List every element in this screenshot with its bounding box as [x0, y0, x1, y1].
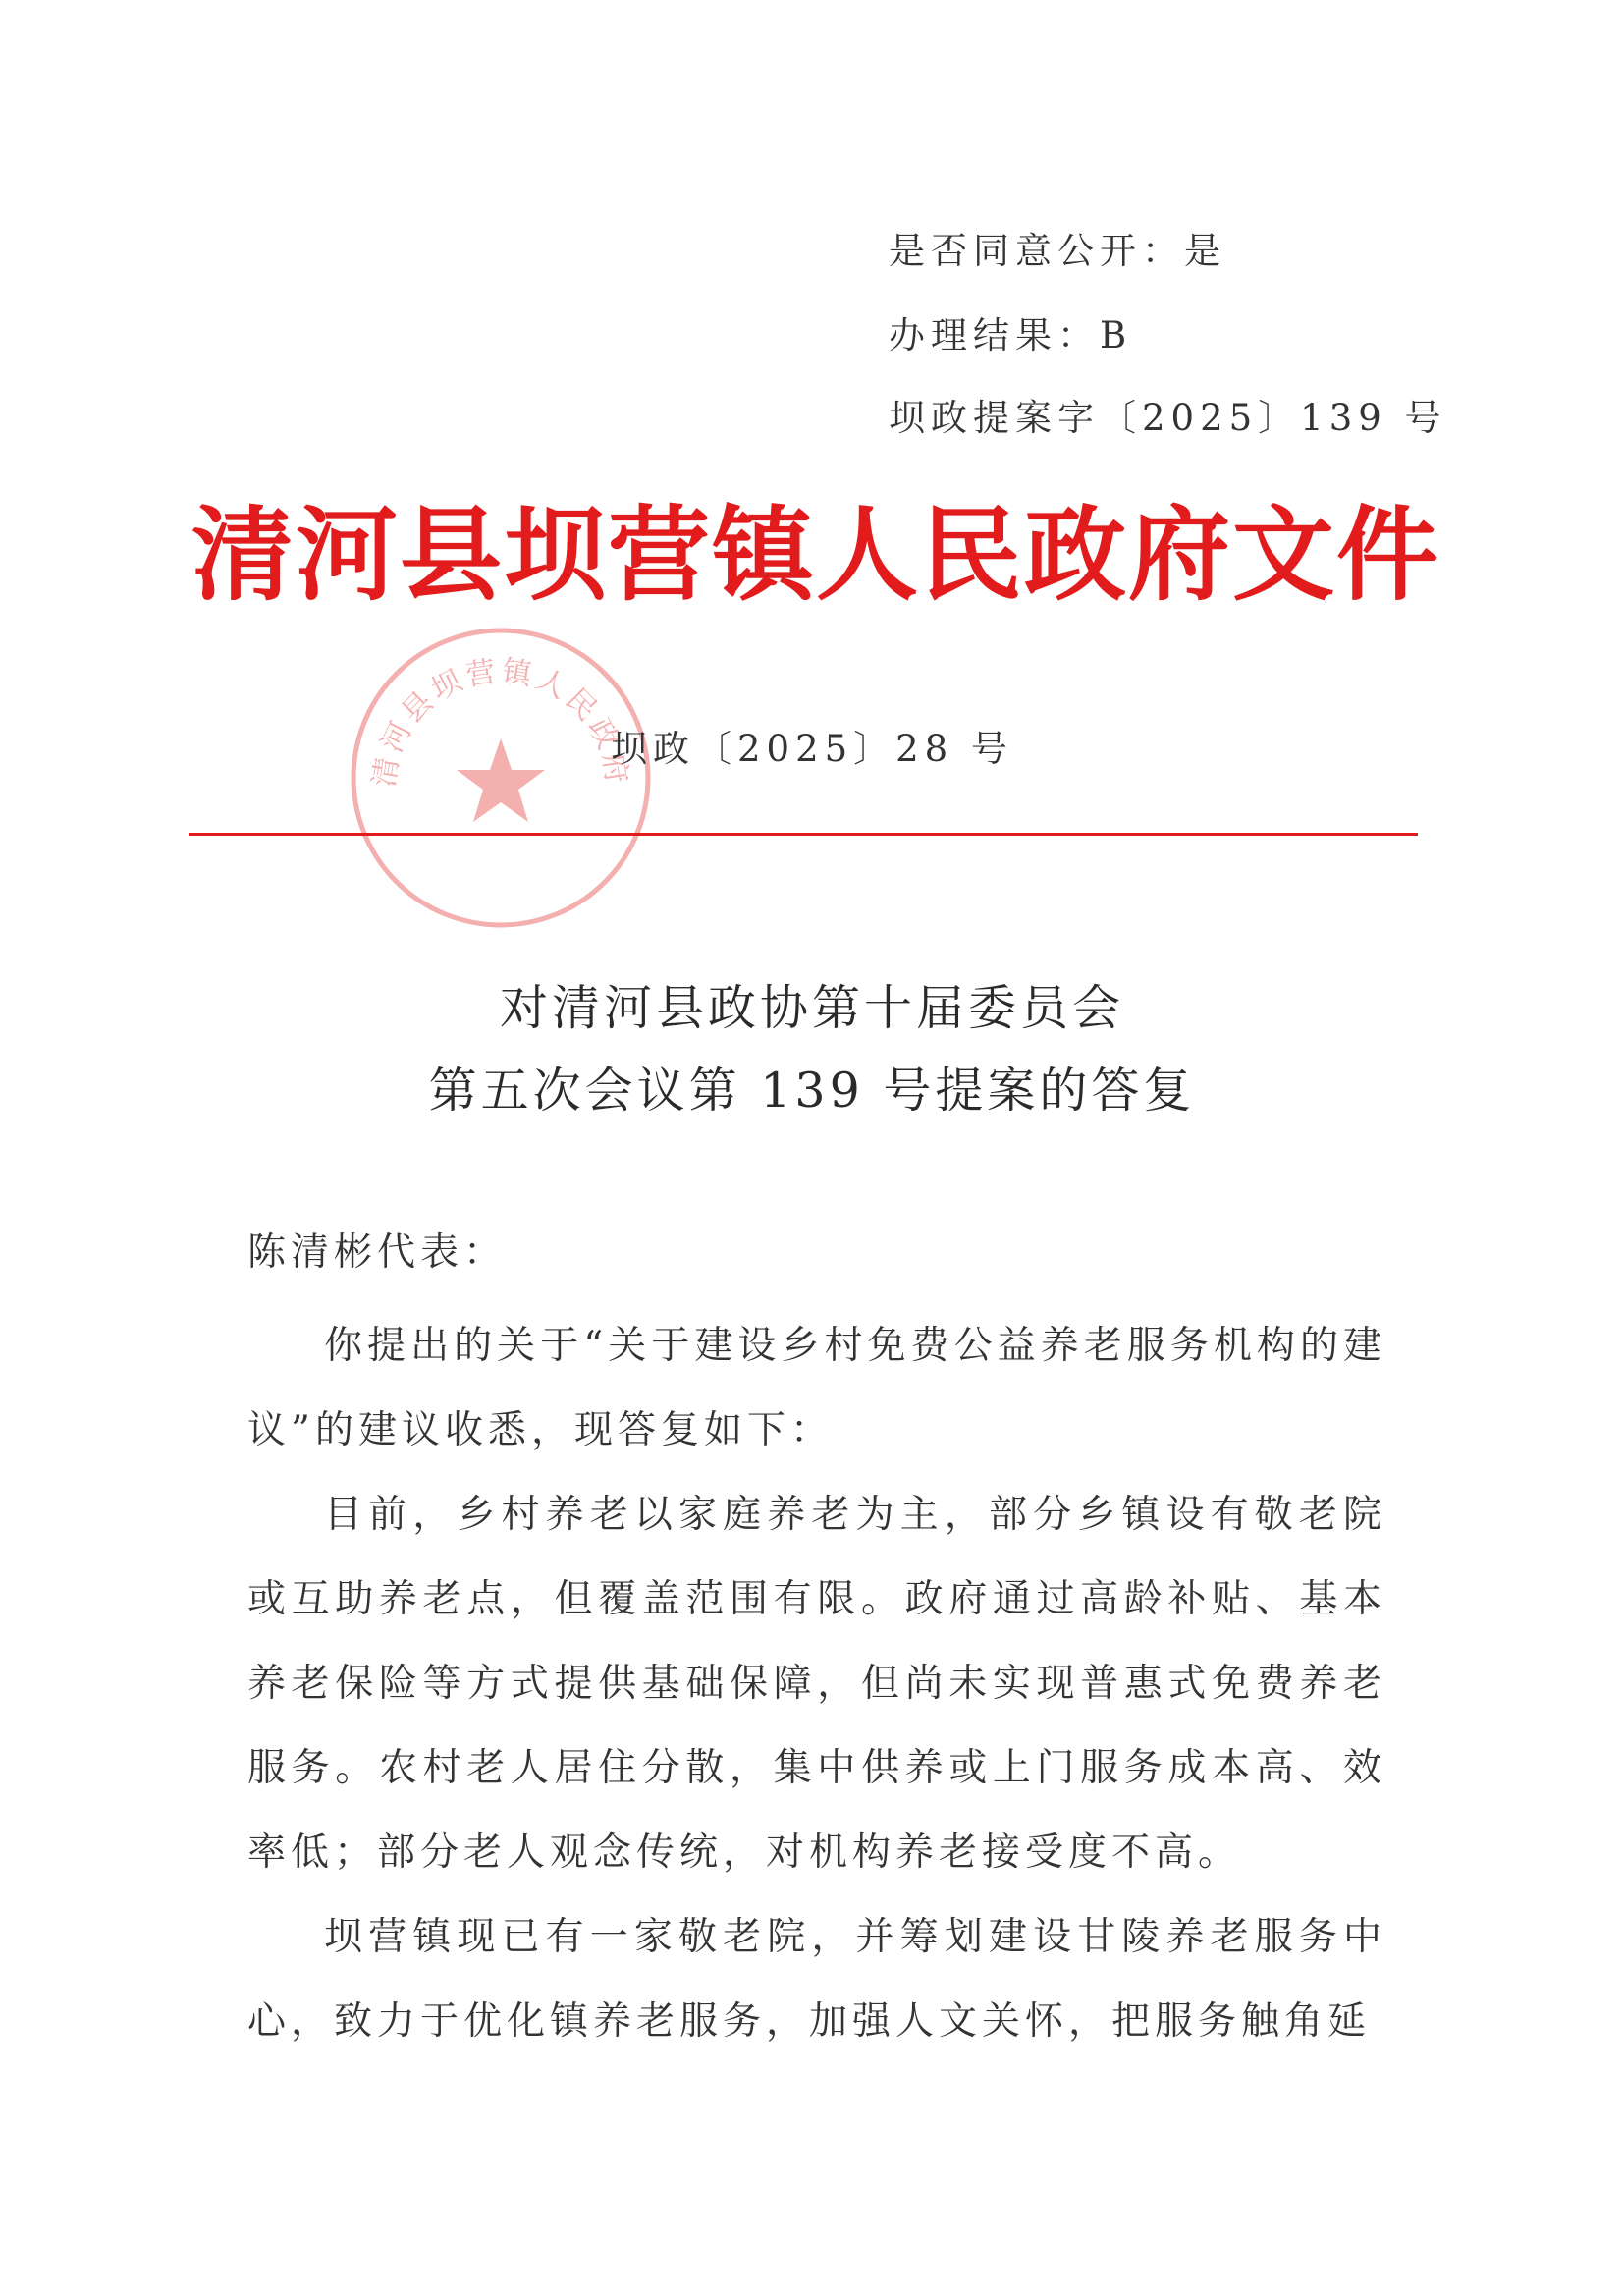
document-number: 坝政〔2025〕28 号: [610, 728, 1013, 770]
body-paragraph: 你提出的关于“关于建设乡村免费公益养老服务机构的建议”的建议收悉，现答复如下：: [247, 1324, 1386, 1452]
salutation: 陈清彬代表：: [247, 1230, 508, 1275]
proposal-reference: 坝政提案字〔2025〕139 号: [889, 397, 1447, 439]
letterhead-title: 清河县坝营镇人民政府文件: [191, 494, 1441, 615]
body-paragraph: 坝营镇现已有一家敬老院，并筹划建设甘陵养老服务中心，致力于优化镇养老服务，加强人文关怀，把服务触角延: [247, 1915, 1386, 2044]
official-seal: [344, 621, 658, 935]
letter-body: [247, 1304, 1386, 2064]
subject-line-2: 第五次会议第 139 号提案的答复: [428, 1063, 1196, 1119]
handling-result: 办理结果：B: [889, 314, 1133, 356]
red-separator-line: [189, 833, 1418, 836]
subject-line-1: 对清河县政协第十届委员会: [499, 980, 1124, 1036]
disclosure-status: 是否同意公开：是: [889, 230, 1226, 272]
body-paragraph: 目前，乡村养老以家庭养老为主，部分乡镇设有敬老院或互助养老点，但覆盖范围有限。政府通过高龄补贴、基本养老保险等方式提供基础保障，但尚未实现普惠式免费养老服务。农村老人居住分散，集中供养或上门服务成本高、效率低；部分老人观念传统，对机构养老接受度不高。: [247, 1493, 1386, 1875]
seal-text: 清河县坝营镇人民政府: [366, 654, 635, 790]
